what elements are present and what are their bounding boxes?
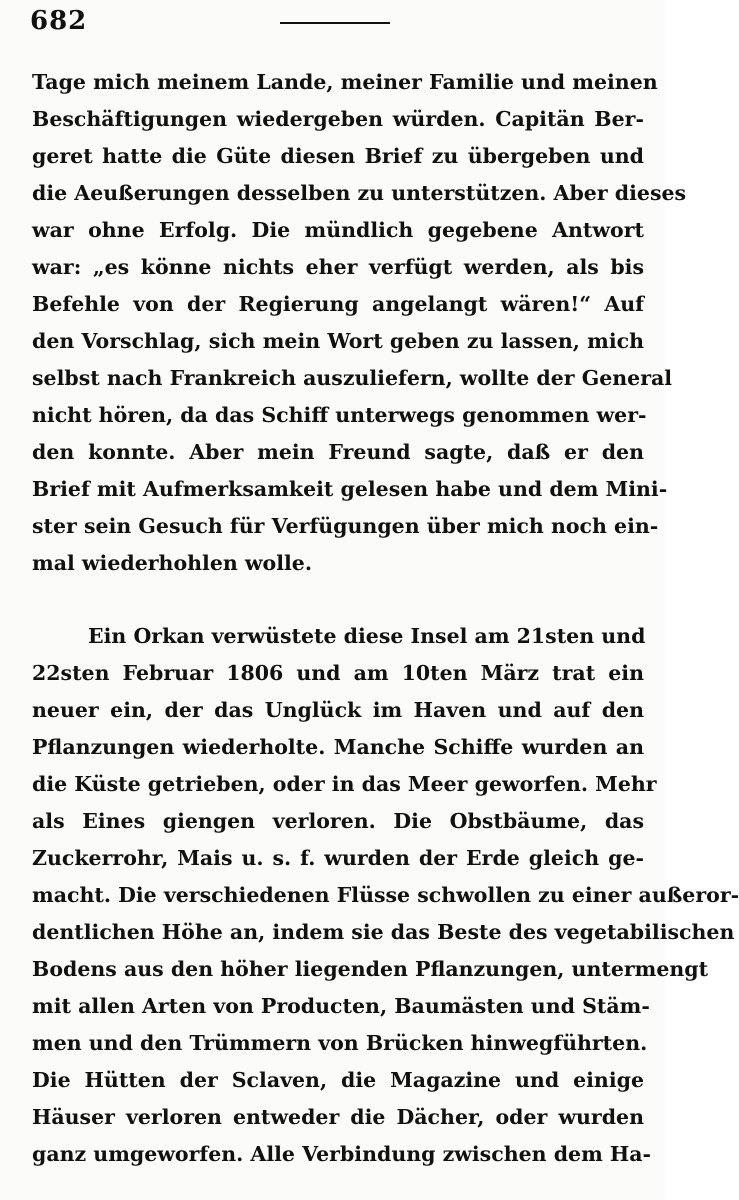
text-line: neuer ein, der das Unglück im Haven und auf den xyxy=(32,698,644,722)
text-line: Tage mich meinem Lande, meiner Familie und meinen xyxy=(32,70,658,94)
text-line: Die Hütten der Sclaven, die Magazine und einige xyxy=(32,1068,644,1092)
text-line: nicht hören, da das Schiff unterwegs genommen wer- xyxy=(32,403,647,427)
text-line: macht. Die verschiedenen Flüsse schwollen zu einer außeror- xyxy=(32,883,739,907)
text-line: die Küste getrieben, oder in das Meer geworfen. Mehr xyxy=(32,772,657,796)
text-line: men und den Trümmern von Brücken hinwegführten. xyxy=(32,1031,648,1055)
text-line: Häuser verloren entweder die Dächer, oder wurden xyxy=(32,1105,644,1129)
text-line: selbst nach Frankreich auszuliefern, wollte der General xyxy=(32,366,673,390)
text-line: war ohne Erfolg. Die mündlich gegebene Antwort xyxy=(32,218,644,242)
text-line: war: „es könne nichts eher verfügt werden, als bis xyxy=(32,255,644,279)
text-line: dentlichen Höhe an, indem sie das Beste des vegetabilischen xyxy=(32,920,735,944)
paragraph-2 xyxy=(32,618,739,1173)
text-line: ster sein Gesuch für Verfügungen über mich noch ein- xyxy=(32,514,659,538)
text-line: Pflanzungen wiederholte. Manche Schiffe wurden an xyxy=(32,735,644,759)
text-line: die Aeußerungen desselben zu unterstützen. Aber dieses xyxy=(32,181,687,205)
page-number: 682 xyxy=(30,6,88,36)
text-line: Befehle von der Regierung angelangt wären!“ Auf xyxy=(32,292,644,316)
paragraph-1 xyxy=(32,64,687,582)
text-line: den Vorschlag, sich mein Wort geben zu lassen, mich xyxy=(32,329,644,353)
text-line: ganz umgeworfen. Alle Verbindung zwischen dem Ha- xyxy=(32,1142,652,1166)
text-line: geret hatte die Güte diesen Brief zu übergeben und xyxy=(32,144,644,168)
text-line: 22sten Februar 1806 und am 10ten März trat ein xyxy=(32,661,644,685)
text-line: als Eines giengen verloren. Die Obstbäume, das xyxy=(32,809,644,833)
text-line: Brief mit Aufmerksamkeit gelesen habe und dem Mini- xyxy=(32,477,668,501)
text-line: Bodens aus den höher liegenden Pflanzungen, untermengt xyxy=(32,957,709,981)
text-line: Ein Orkan verwüstete diese Insel am 21sten und xyxy=(88,624,646,648)
text-line: Beschäftigungen wiedergeben würden. Capitän Ber- xyxy=(32,107,644,131)
header-rule xyxy=(280,22,390,24)
text-line: mit allen Arten von Producten, Baumästen und Stäm- xyxy=(32,994,650,1018)
text-line: den konnte. Aber mein Freund sagte, daß er den xyxy=(32,440,644,464)
text-line: Zuckerrohr, Mais u. s. f. wurden der Erde gleich ge- xyxy=(32,846,644,870)
text-line: mal wiederhohlen wolle. xyxy=(32,551,312,575)
